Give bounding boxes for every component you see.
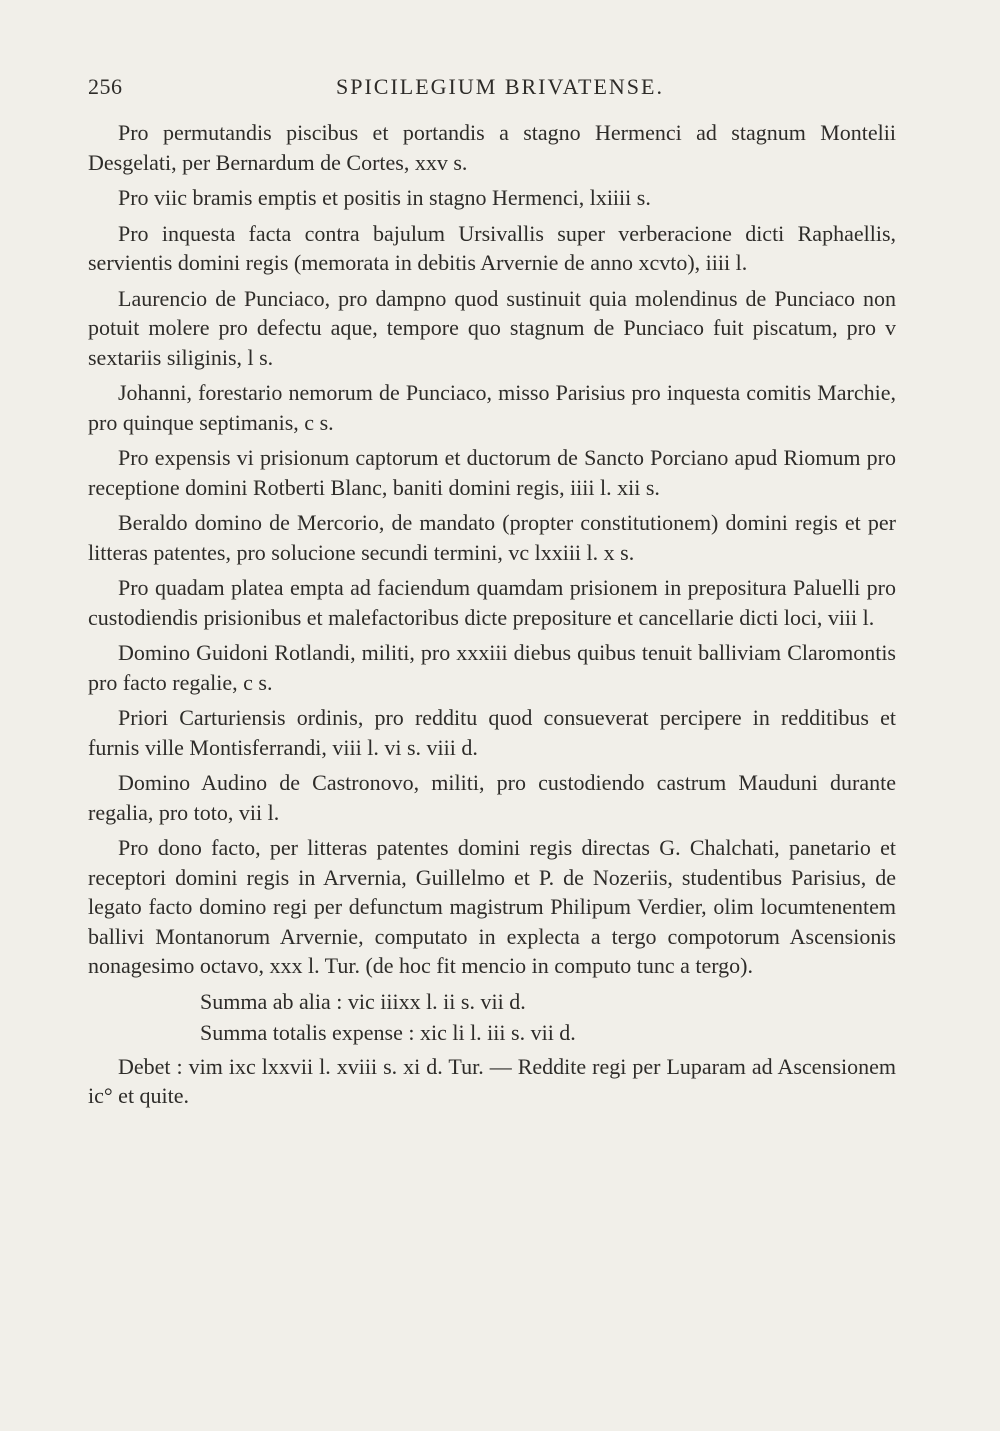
debet-paragraph: Debet : vim ixc lxxvii l. xviii s. xi d. Tur. — Reddite regi per Luparam ad Ascensionem ic° et quite. xyxy=(88,1053,896,1108)
entry-paragraph: Priori Carturiensis ordinis, pro redditu quod consueverat percipere in redditibus et furnis ville Montisferrandi, viii l. vi s. viii d. xyxy=(88,705,896,760)
entry-paragraph: Johanni, forestario nemorum de Punciaco, misso Parisius pro inquesta comitis Marchie, pro quinque septimanis, c s. xyxy=(88,380,896,435)
entry-paragraph: Pro inquesta facta contra bajulum Ursivallis super verberacione dicti Raphaellis, servientis domini regis (memorata in debitis Arvernie de anno xcvto), iiii l. xyxy=(88,220,896,275)
page-body xyxy=(88,118,896,1117)
entry-paragraph: Laurencio de Punciaco, pro dampno quod sustinuit quia molendinus de Punciaco non potuit molere pro defectu aque, tempore quo stagnum de Punciaco fuit piscatum, pro v sextariis siliginis, l s. xyxy=(88,285,896,370)
page-number: 256 xyxy=(88,74,123,99)
summa-line: Summa ab alia : vic iiixx l. ii s. vii d. xyxy=(200,988,526,1014)
entry-paragraph: Beraldo domino de Mercorio, de mandato (propter constitutionem) domini regis et per litteras patentes, pro solucione secundi termini, vc lxxiii l. x s. xyxy=(88,510,896,565)
entry-paragraph: Pro quadam platea empta ad faciendum quamdam prisionem in prepositura Paluelli pro custodiendis prisionibus et malefactoribus dicte prepositure et cancellarie dicti loci, viii l. xyxy=(88,575,896,630)
entry-paragraph: Pro viic bramis emptis et positis in stagno Hermenci, lxiiii s. xyxy=(118,185,651,210)
summa-totalis-line: Summa totalis expense : xic li l. iii s. vii d. xyxy=(200,1020,576,1045)
entry-paragraph: Pro permutandis piscibus et portandis a stagno Hermenci ad stagnum Montelii Desgelati, per Bernardum de Cortes, xxv s. xyxy=(88,120,896,175)
entry-paragraph: Pro dono facto, per litteras patentes domini regis directas G. Chalchati, panetario et receptori domini regis in Arvernia, Guillelmo et P. de Nozeriis, studentibus Parisius, de legato facto domino regi per defunctum magistrum Philipum Verdier, olim locumtenentem ballivi Montanorum Arvernie, computato in explecta a tergo compotorum Ascensionis nonagesimo octavo, xxx l. Tur. (de hoc fit mencio in computo tunc a tergo). xyxy=(88,835,896,978)
entry-paragraph: Pro expensis vi prisionum captorum et ductorum de Sancto Porciano apud Riomum pro receptione domini Rotberti Blanc, baniti domini regis, iiii l. xii s. xyxy=(88,445,896,500)
running-title: SPICILEGIUM BRIVATENSE. xyxy=(336,74,664,99)
entry-paragraph: Domino Audino de Castronovo, militi, pro custodiendo castrum Mauduni durante regalia, pro toto, vii l. xyxy=(88,770,896,825)
entry-paragraph: Domino Guidoni Rotlandi, militi, pro xxxiii diebus quibus tenuit balliviam Claromontis pro facto regalie, c s. xyxy=(88,640,896,695)
